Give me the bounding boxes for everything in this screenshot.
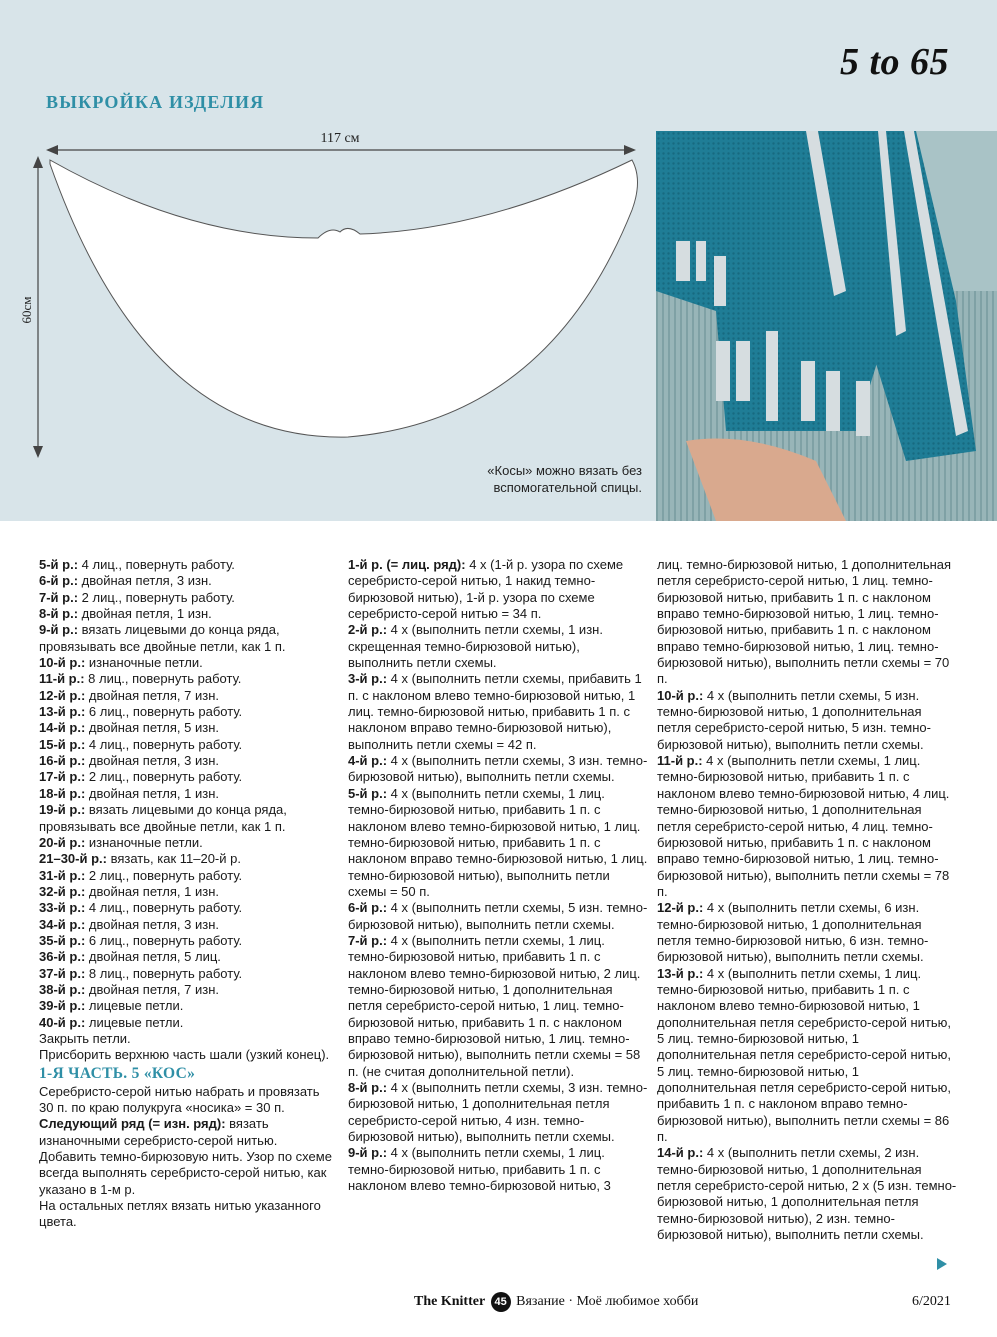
instruction-row xyxy=(657,966,957,1146)
row-label: 9-й р.: xyxy=(39,622,79,638)
instruction-row xyxy=(39,966,334,982)
width-arrow-left xyxy=(46,145,58,155)
row-text: 4 х (выполнить петли схемы, 3 изн. темно-бирюзовой нитью, 1 дополнительная петля серебристо-серой нитью, 4 изн. темно-бирюзовой нитью), выполнить петли схемы. xyxy=(348,1080,648,1145)
row-text: вязать лицевыми до конца ряда, провязывать все двойные петли, как 1 п. xyxy=(39,802,287,834)
row-text: 6 лиц., повернуть работу. xyxy=(85,932,243,948)
row-text: 2 лиц., повернуть работу. xyxy=(85,769,243,785)
row-label: 6-й р.: xyxy=(348,900,388,916)
row-text: 4 х (выполнить петли схемы, 1 изн. скрещенная темно-бирюзовой нитью), выполнить петли схемы. xyxy=(348,622,603,671)
instruction-row xyxy=(348,900,648,933)
row-label: 13-й р.: xyxy=(657,965,704,981)
row-label: 32-й р.: xyxy=(39,883,86,899)
row-label: 11-й р.: xyxy=(39,671,85,687)
instruction-row xyxy=(39,573,334,589)
row-label: 13-й р.: xyxy=(39,704,86,720)
row-label: 14-й р.: xyxy=(657,1145,704,1161)
instruction-row xyxy=(39,704,334,720)
instruction-row xyxy=(657,753,957,900)
row-label: 16-й р.: xyxy=(39,753,86,769)
instruction-row xyxy=(39,786,334,802)
instruction-row xyxy=(39,769,334,785)
block-motif xyxy=(716,341,730,401)
row-label: 19-й р.: xyxy=(39,802,86,818)
part-title: 1-Я ЧАСТЬ. 5 «КОС» xyxy=(39,1064,196,1082)
block-motif xyxy=(826,371,840,431)
row-text: 4 х (выполнить петли схемы, 3 изн. темно-бирюзовой нитью), выполнить петли схемы. xyxy=(348,753,648,785)
attach-text: Присборить верхнюю часть шали (узкий конец). xyxy=(39,1047,330,1063)
instruction-row xyxy=(348,1145,648,1194)
block-motif xyxy=(766,331,778,421)
instruction-row xyxy=(348,557,648,622)
footer-title xyxy=(414,1292,698,1312)
row-label: 10-й р.: xyxy=(39,655,86,671)
magazine-subtitle: Вязание · Моё любимое хобби xyxy=(516,1294,699,1310)
column-1 xyxy=(39,557,334,1231)
row-label: 12-й р.: xyxy=(39,687,86,703)
rest-text: На остальных петлях вязать нитью указанного цвета. xyxy=(39,1198,321,1230)
row-text: изнаночные петли. xyxy=(85,655,203,671)
instruction-row xyxy=(39,868,334,884)
instruction-row xyxy=(39,835,334,851)
block-motif xyxy=(801,361,815,421)
instruction-row xyxy=(39,557,334,573)
next-row-label: Следующий ряд (= изн. ряд): xyxy=(39,1116,226,1132)
row-label: 18-й р.: xyxy=(39,785,86,801)
issue-date: 6/2021 xyxy=(912,1294,951,1309)
row-text: 4 х (выполнить петли схемы, 5 изн. темно-бирюзовой нитью), выполнить петли схемы. xyxy=(348,900,648,932)
row-label: 5-й р.: xyxy=(39,557,79,572)
block-motif xyxy=(676,241,690,281)
close-text: Закрыть петли. xyxy=(39,1030,131,1046)
part-intro: Серебристо-серой нитью набрать и провязать 30 п. по краю полукруга «носика» = 30 п. xyxy=(39,1083,320,1115)
row-text: лицевые петли. xyxy=(85,1014,184,1030)
page-label: 5 to 65 xyxy=(840,41,950,83)
instruction-row xyxy=(39,802,334,835)
row-label: 38-й р.: xyxy=(39,981,86,997)
row-text: 2 лиц., повернуть работу. xyxy=(78,589,235,605)
page-footer xyxy=(0,1292,997,1316)
instruction-row xyxy=(39,982,334,998)
instruction-row xyxy=(657,900,957,965)
instruction-row xyxy=(348,753,648,786)
row-text: 4 х (выполнить петли схемы, прибавить 1 п. с наклоном влево темно-бирюзовой нитью, 1 лиц. темно-бирюзовой нитью, прибавить 1 п. с наклоном вправо темно-бирюзовой нитью), выполнить петли схемы = 42 п. xyxy=(348,671,642,752)
row-label: 33-й р.: xyxy=(39,900,86,916)
continued-text: лиц. темно-бирюзовой нитью, 1 дополнительная петля серебристо-серой нитью, 1 лиц. темно-бирюзовой нитью, прибавить 1 п. с наклоном вправо темно-бирюзовой нитью, 1 лиц. темно-бирюзовой нитью, прибавить 1 п. с наклоном вправо темно-бирюзовой нитью, 1 лиц. темно-бирюзовой нитью), выполнить петли схемы = 70 п. xyxy=(657,557,952,687)
row-label: 2-й р.: xyxy=(348,622,388,638)
row-label: 11-й р.: xyxy=(657,753,703,769)
row-label: 9-й р.: xyxy=(348,1145,388,1161)
row-text: 2 лиц., повернуть работу. xyxy=(85,867,243,883)
row-label: 20-й р.: xyxy=(39,834,86,850)
instruction-row xyxy=(39,671,334,687)
row-text: 4 х (1-й р. узора по схеме серебристо-серой нитью, 1 накид темно-бирюзовой нитью), 1-й р. узора по схеме серебристо-серой нитью = 34 п. xyxy=(348,557,624,622)
row-text: 4 х (выполнить петли схемы, 1 лиц. темно-бирюзовой нитью, прибавить 1 п. с наклоном влево темно-бирюзовой нитью, 4 лиц. темно-бирюзовой нитью, 1 дополнительная петля серебристо-серой нитью, 4 лиц. темно-бирюзовой нитью, прибавить 1 п. с наклоном вправо темно-бирюзовой нитью, 1 лиц. темно-бирюзовой нитью), выполнить петли схемы = 78 п. xyxy=(657,753,950,899)
width-arrow-right xyxy=(624,145,636,155)
row-label: 10-й р.: xyxy=(657,687,704,703)
row-text: 8 лиц., повернуть работу. xyxy=(85,965,243,981)
row-label: 35-й р.: xyxy=(39,932,86,948)
column-3 xyxy=(657,557,957,1243)
row-text: 4 х (выполнить петли схемы, 1 лиц. темно-бирюзовой нитью, прибавить 1 п. с наклоном влево темно-бирюзовой нитью, 1 лиц. темно-бирюзовой нитью, прибавить 1 п. с наклоном вправо темно-бирюзовой нитью, 1 лиц. темно-бирюзовой нитью), выполнить петли схемы = 50 п. xyxy=(348,785,648,899)
shawl-photo xyxy=(656,131,997,521)
row-label: 17-й р.: xyxy=(39,769,86,785)
instruction-row xyxy=(39,851,334,867)
instruction-row xyxy=(39,622,334,655)
row-text: двойная петля, 5 изн. xyxy=(85,720,220,736)
instruction-row xyxy=(39,1015,334,1031)
row-text: изнаночные петли. xyxy=(85,834,203,850)
page-number: 45 xyxy=(491,1292,511,1312)
row-label: 39-й р.: xyxy=(39,998,86,1014)
instruction-row xyxy=(39,998,334,1014)
row-label: 7-й р.: xyxy=(348,932,388,948)
row-text: 4 лиц., повернуть работу. xyxy=(78,557,235,572)
row-text: двойная петля, 7 изн. xyxy=(85,981,220,997)
row-label: 34-й р.: xyxy=(39,916,86,932)
row-text: двойная петля, 1 изн. xyxy=(78,606,212,622)
row-text: 6 лиц., повернуть работу. xyxy=(85,704,243,720)
block-motif xyxy=(714,256,726,306)
instruction-row xyxy=(39,655,334,671)
section-title: ВЫКРОЙКА ИЗДЕЛИЯ xyxy=(46,92,265,112)
height-label: 60см xyxy=(19,296,34,324)
instruction-row xyxy=(39,606,334,622)
instruction-row xyxy=(348,1080,648,1145)
row-label: 36-й р.: xyxy=(39,949,86,965)
instruction-row xyxy=(39,917,334,933)
row-list xyxy=(39,557,334,1031)
row-text: вязать лицевыми до конца ряда, провязывать все двойные петли, как 1 п. xyxy=(39,622,286,654)
instruction-row xyxy=(39,884,334,900)
row-label: 6-й р.: xyxy=(39,573,79,589)
row-label: 5-й р.: xyxy=(348,785,388,801)
next-row-instruction xyxy=(39,1116,334,1198)
magazine-name: The Knitter xyxy=(414,1294,486,1310)
row-text: двойная петля, 3 изн. xyxy=(78,573,212,589)
instruction-row xyxy=(39,590,334,606)
instruction-row xyxy=(39,688,334,704)
row-list xyxy=(348,557,648,1194)
block-motif xyxy=(856,381,870,436)
row-text: 4 х (выполнить петли схемы, 2 изн. темно-бирюзовой нитью, 1 дополнительная петля серебристо-серой нитью, 2 х (5 изн. темно-бирюзовой нитью, 1 дополнительная петля темно-бирюзовой нитью), 2 изн. темно-бирюзовой нитью), выполнить петли схемы. xyxy=(657,1145,957,1243)
row-text: двойная петля, 3 изн. xyxy=(85,916,220,932)
row-text: двойная петля, 7 изн. xyxy=(85,687,220,703)
row-label: 7-й р.: xyxy=(39,589,79,605)
photo-caption: «Косы» можно вязать без вспомогательной спицы. xyxy=(487,463,642,495)
row-text: двойная петля, 1 изн. xyxy=(85,883,220,899)
instruction-row xyxy=(39,720,334,736)
row-text: лицевые петли. xyxy=(85,998,184,1014)
instruction-row xyxy=(348,671,648,753)
shawl-pattern-diagram xyxy=(18,120,658,470)
row-label: 40-й р.: xyxy=(39,1014,86,1030)
row-text: 4 х (выполнить петли схемы, 5 изн. темно-бирюзовой нитью, 1 дополнительная петля серебристо-серой нитью, 5 изн. темно-бирюзовой нитью), выполнить петли схемы. xyxy=(657,687,931,752)
row-label: 21–30-й р.: xyxy=(39,851,107,867)
row-text: 4 х (выполнить петли схемы, 1 лиц. темно-бирюзовой нитью, прибавить 1 п. с наклоном влево темно-бирюзовой нитью, 3 xyxy=(348,1145,611,1194)
instruction-row xyxy=(39,737,334,753)
row-text: вязать, как 11–20-й р. xyxy=(106,851,241,867)
row-label: 14-й р.: xyxy=(39,720,86,736)
row-text: 4 х (выполнить петли схемы, 1 лиц. темно-бирюзовой нитью, прибавить 1 п. с наклоном влево темно-бирюзовой нитью, 1 дополнительная петля серебристо-серой нитью, 5 лиц. темно-бирюзовой нитью, 1 дополнительная петля серебристо-серой нитью, 5 лиц. темно-бирюзовой нитью, 1 дополнительная петля серебристо-серой нитью, прибавить 1 п. с наклоном вправо темно-бирюзовой нитью), выполнить петли схемы = 86 п. xyxy=(657,965,952,1145)
row-text: 4 х (выполнить петли схемы, 6 изн. темно-бирюзовой нитью, 1 дополнительная петля темно-бирюзовой нитью, 6 изн. темно-бирюзовой нитью), выполнить петли схемы. xyxy=(657,900,929,965)
block-motif xyxy=(696,241,706,281)
row-label: 31-й р.: xyxy=(39,867,86,883)
row-label: 37-й р.: xyxy=(39,965,86,981)
instruction-row xyxy=(348,786,648,900)
instruction-row xyxy=(657,688,957,753)
next-row-text: вязать изнаночными серебристо-серой нитью. Добавить темно-бирюзовую нить. Узор по схеме всегда выполнять серебристо-серой нитью, как указано в 1-м р. xyxy=(39,1116,332,1197)
row-text: 4 лиц., повернуть работу. xyxy=(85,900,243,916)
row-label: 8-й р.: xyxy=(39,606,79,622)
row-text: 8 лиц., повернуть работу. xyxy=(84,671,242,687)
row-label: 1-й р. (= лиц. ряд): xyxy=(348,557,466,572)
row-text: двойная петля, 1 изн. xyxy=(85,785,220,801)
instruction-row xyxy=(657,1145,957,1243)
row-text: 4 х (выполнить петли схемы, 1 лиц. темно-бирюзовой нитью, прибавить 1 п. с наклоном влево темно-бирюзовой нитью, 2 лиц. темно-бирюзовой нитью, 1 дополнительная петля серебристо-серой нитью, 1 лиц. темно-бирюзовой нитью, прибавить 1 п. с наклоном вправо темно-бирюзовой нитью, 1 лиц. темно-бирюзовой нитью), выполнить петли схемы = 58 п. (не считая дополнительной петли). xyxy=(348,932,641,1079)
instruction-row xyxy=(348,933,648,1080)
instruction-row xyxy=(348,622,648,671)
instruction-row xyxy=(39,933,334,949)
shawl-outline xyxy=(50,160,638,437)
row-label: 8-й р.: xyxy=(348,1080,388,1095)
row-list xyxy=(657,688,957,1244)
instruction-row xyxy=(39,949,334,965)
row-label: 15-й р.: xyxy=(39,736,86,752)
width-label: 117 см xyxy=(320,131,360,146)
height-arrow-top xyxy=(33,156,43,168)
row-text: двойная петля, 3 изн. xyxy=(85,753,220,769)
row-label: 3-й р.: xyxy=(348,671,388,687)
row-text: двойная петля, 5 лиц. xyxy=(85,949,221,965)
instruction-row xyxy=(39,900,334,916)
row-label: 12-й р.: xyxy=(657,900,704,916)
column-2 xyxy=(348,557,648,1194)
row-text: 4 лиц., повернуть работу. xyxy=(85,736,243,752)
height-arrow-bottom xyxy=(33,446,43,458)
row-label: 4-й р.: xyxy=(348,753,388,769)
next-page-arrow-icon xyxy=(937,1258,947,1270)
instruction-row xyxy=(39,753,334,769)
block-motif xyxy=(736,341,750,401)
